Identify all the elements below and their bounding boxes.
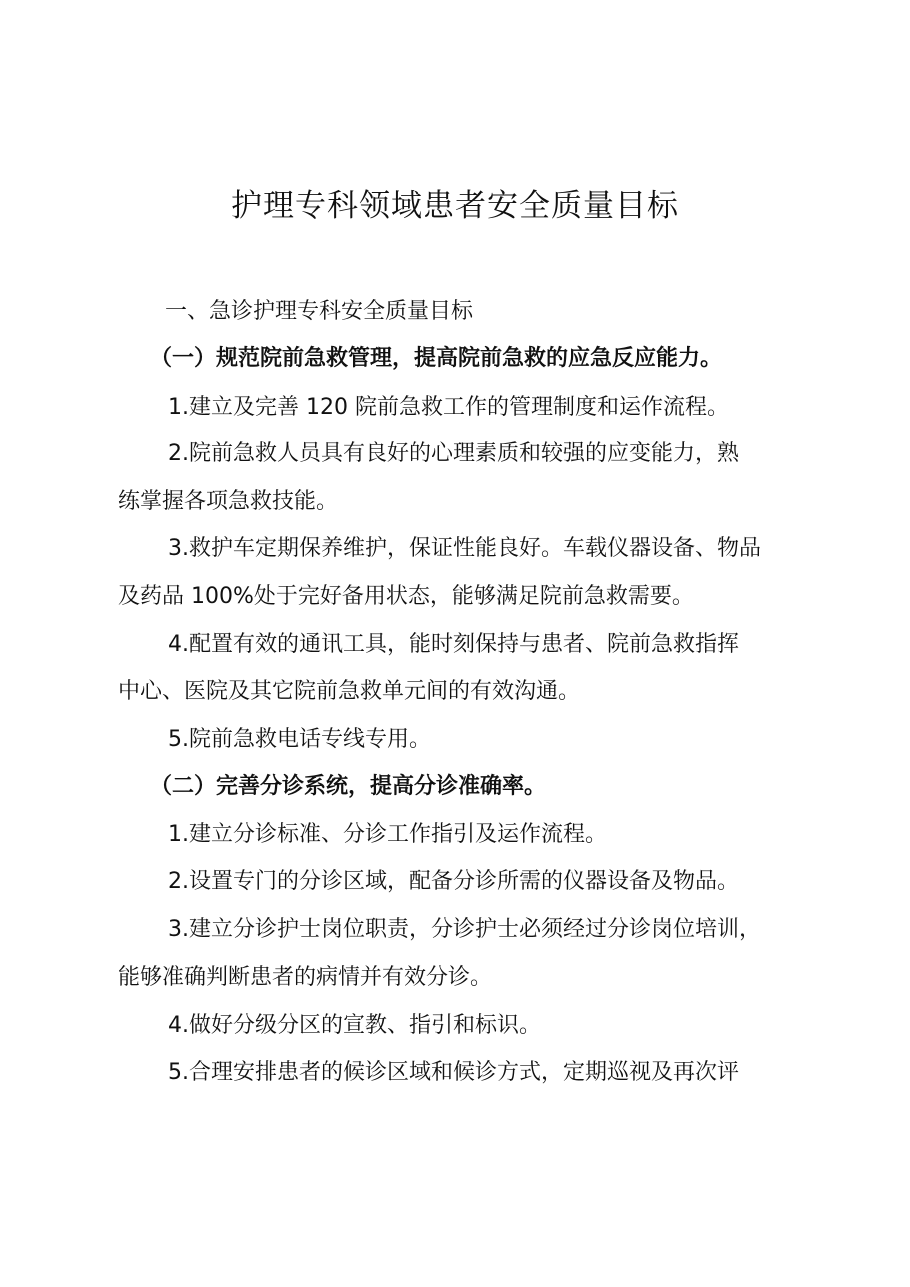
section-heading: 一、急诊护理专科安全质量目标 — [165, 299, 474, 324]
paragraph-line: 4.配置有效的通讯工具，能时刻保持与患者、院前急救指挥 — [168, 632, 739, 657]
paragraph-line: 2.院前急救人员具有良好的心理素质和较强的应变能力，熟 — [168, 441, 739, 466]
paragraph-line: 2.设置专门的分诊区域，配备分诊所需的仪器设备及物品。 — [168, 869, 739, 894]
paragraph-line: 中心、医院及其它院前急救单元间的有效沟通。 — [118, 679, 581, 704]
page-title: 护理专科领域患者安全质量目标 — [231, 188, 679, 224]
paragraph-line: 及药品 100%处于完好备用状态，能够满足院前急救需要。 — [118, 584, 694, 609]
paragraph-line: 能够准确判断患者的病情并有效分诊。 — [118, 965, 493, 990]
subsection-heading: （二）完善分诊系统，提高分诊准确率。 — [150, 774, 547, 799]
paragraph-line: 4.做好分级分区的宣教、指引和标识。 — [168, 1013, 541, 1038]
paragraph-line: 5.合理安排患者的候诊区域和候诊方式，定期巡视及再次评 — [168, 1060, 739, 1085]
paragraph-line: 5.院前急救电话专线专用。 — [168, 727, 431, 752]
paragraph-line: 1.建立分诊标准、分诊工作指引及运作流程。 — [168, 822, 607, 847]
paragraph-line: 1.建立及完善 120 院前急救工作的管理制度和运作流程。 — [168, 395, 729, 420]
paragraph-line: 练掌握各项急救技能。 — [118, 489, 339, 514]
paragraph-line: 3.建立分诊护士岗位职责，分诊护士必须经过分诊岗位培训， — [168, 917, 761, 942]
subsection-heading: （一）规范院前急救管理，提高院前急救的应急反应能力。 — [150, 346, 723, 371]
paragraph-line: 3.救护车定期保养维护，保证性能良好。车载仪器设备、物品 — [168, 536, 761, 561]
